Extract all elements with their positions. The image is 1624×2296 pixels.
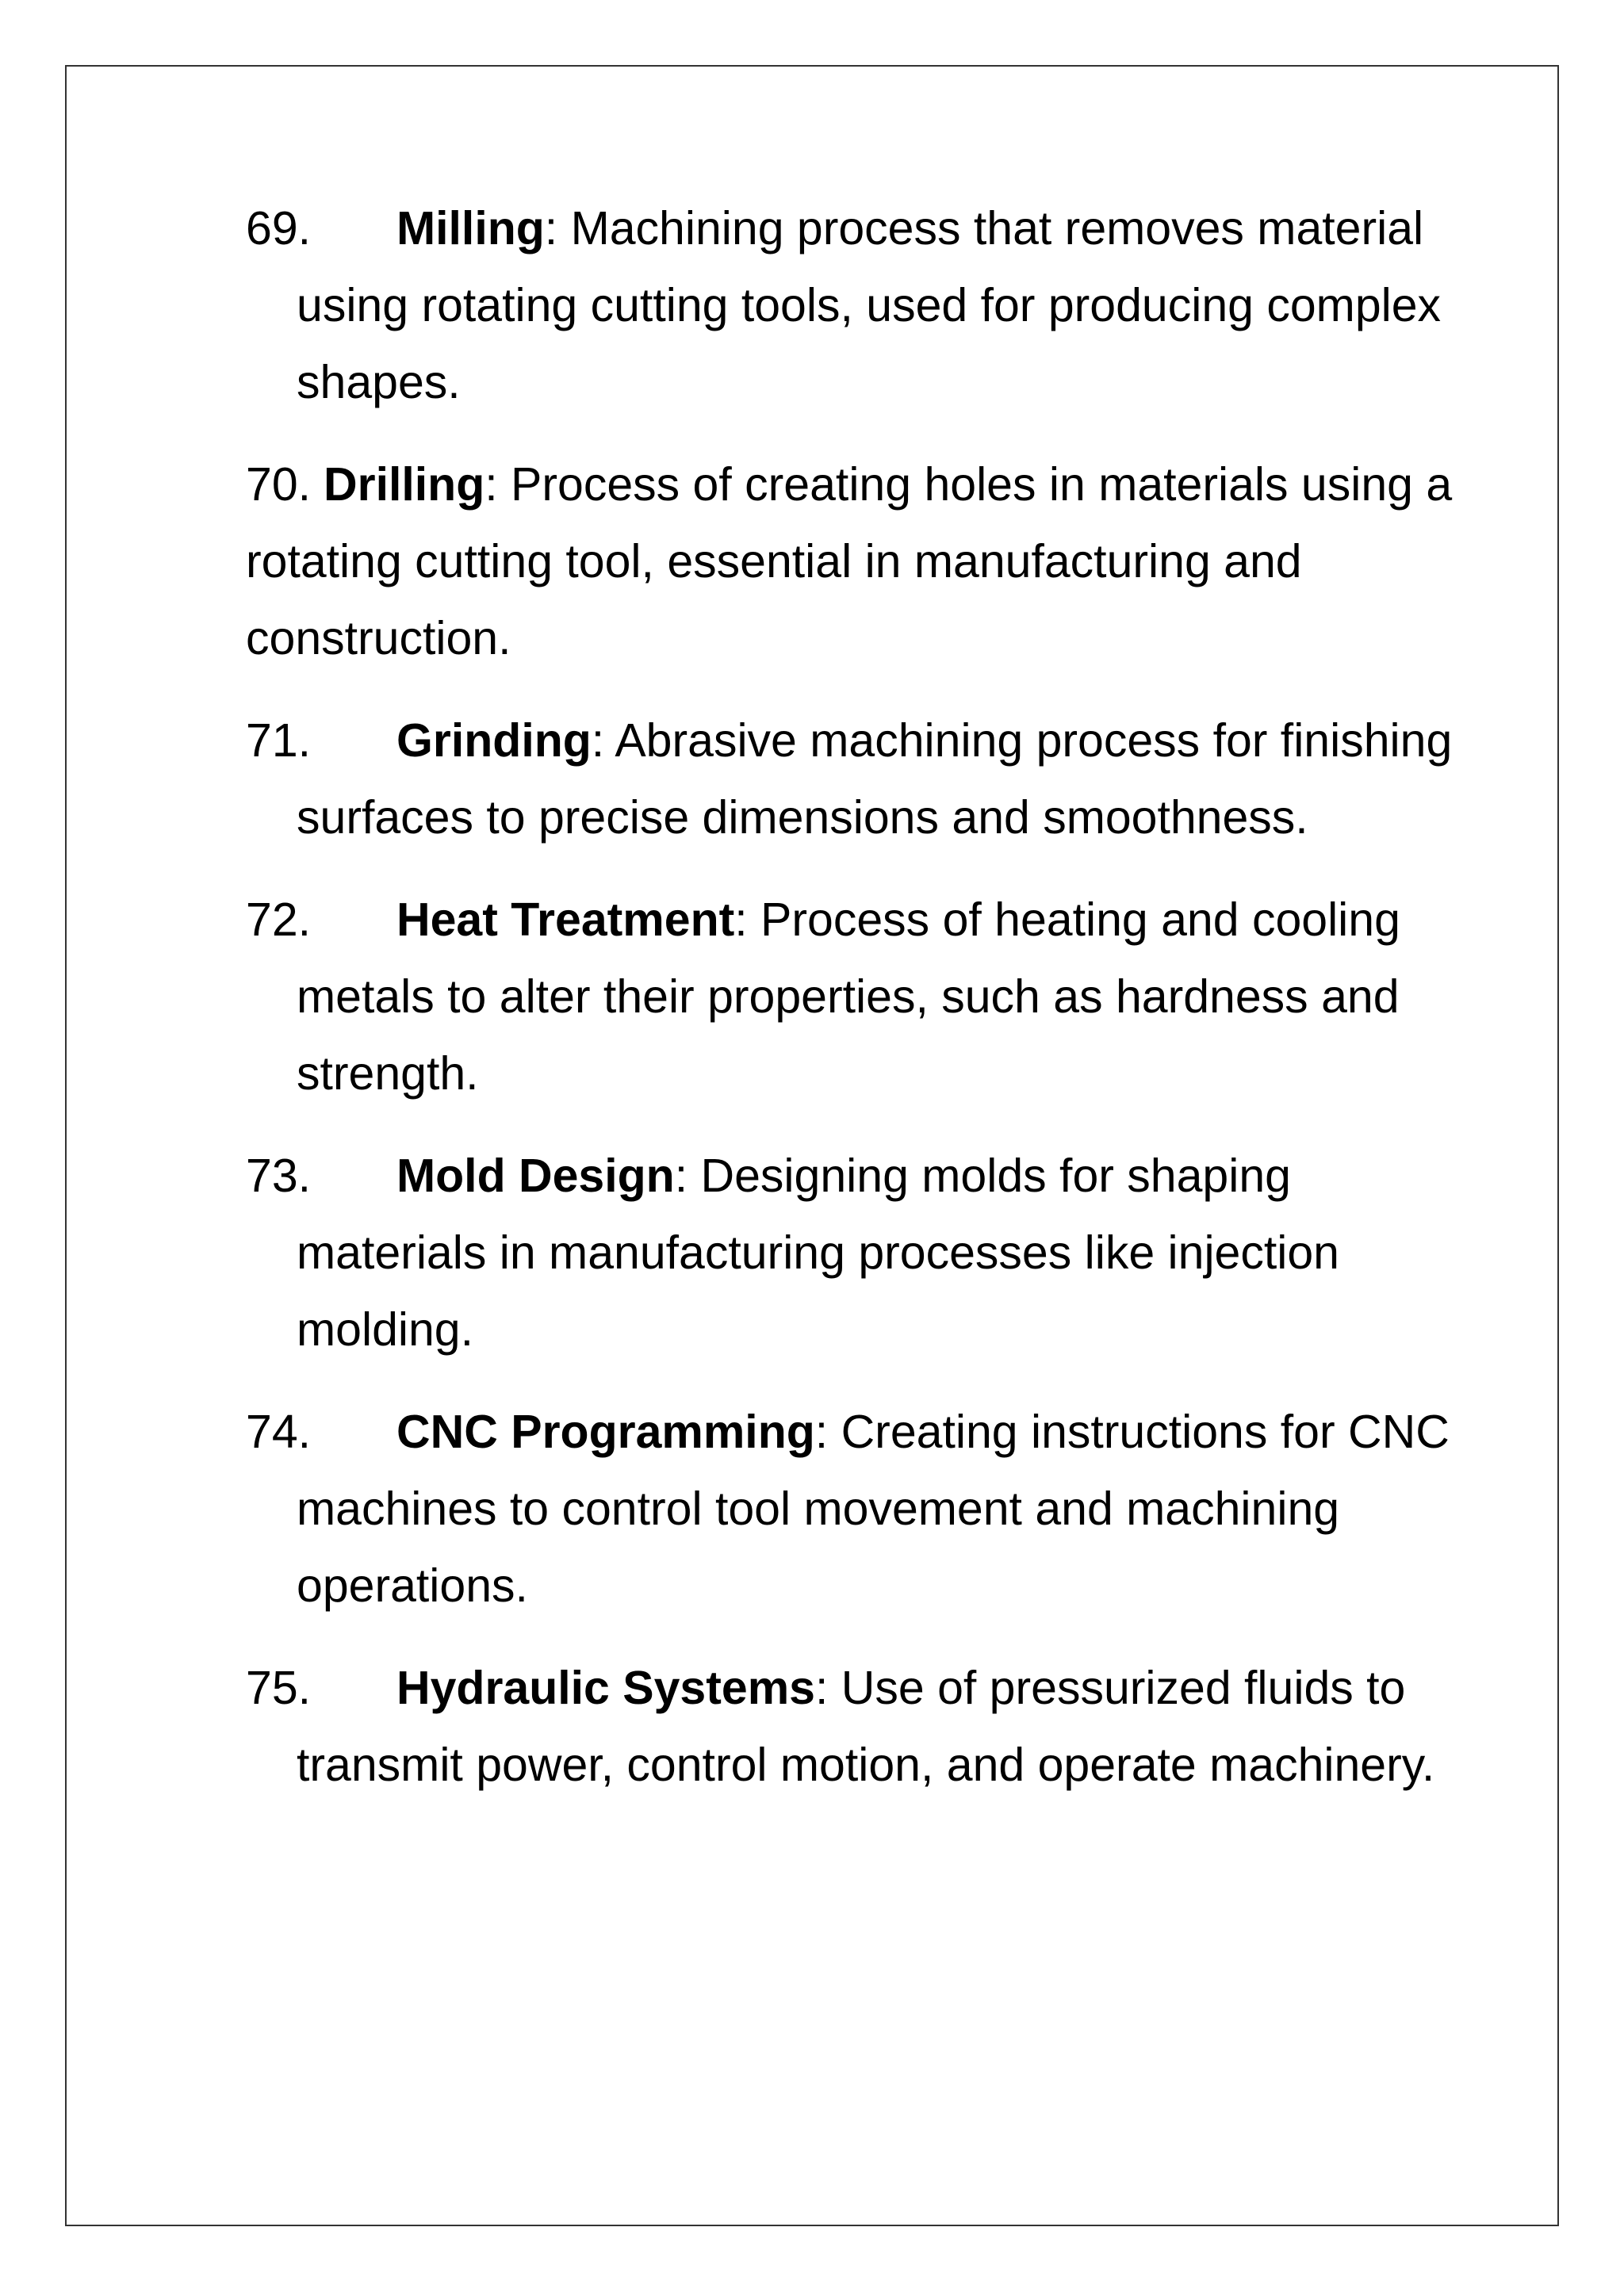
entry-definition: : Process of creating holes in materials using a rotating cutting tool, essential in manufacturing and construction. bbox=[246, 458, 1453, 664]
entry-definition: : Machining process that removes material using rotating cutting tools, used for producing complex shapes. bbox=[297, 202, 1442, 408]
entry-term: Heat Treatment bbox=[396, 894, 735, 946]
entry-number: 72. bbox=[246, 894, 312, 946]
entry-definition: : Abrasive machining process for finishing surfaces to precise dimensions and smoothness. bbox=[297, 714, 1453, 844]
entry-number: 75. bbox=[246, 1662, 312, 1714]
entry-term: Hydraulic Systems bbox=[396, 1662, 815, 1714]
glossary-entry-milling bbox=[246, 190, 1483, 421]
glossary-entry-cnc-programming bbox=[246, 1394, 1483, 1624]
entry-number: 69. bbox=[246, 202, 312, 254]
entry-definition: : Designing molds for shaping materials in manufacturing processes like injection molding. bbox=[297, 1150, 1339, 1356]
entry-number: 74. bbox=[246, 1406, 312, 1458]
entry-definition: : Creating instructions for CNC machines to control tool movement and machining operations. bbox=[297, 1406, 1450, 1612]
entry-definition: : Use of pressurized fluids to transmit power, control motion, and operate machinery. bbox=[297, 1662, 1435, 1791]
entry-term: Milling bbox=[396, 202, 545, 254]
glossary-entry-drilling bbox=[246, 446, 1483, 677]
entry-number: 73. bbox=[246, 1150, 312, 1202]
entry-number: 70. bbox=[246, 458, 312, 511]
entry-term: CNC Programming bbox=[396, 1406, 815, 1458]
entry-term: Grinding bbox=[396, 714, 592, 767]
entry-term: Drilling bbox=[324, 458, 485, 511]
glossary-list bbox=[246, 190, 1483, 1829]
glossary-entry-hydraulic-systems bbox=[246, 1650, 1483, 1804]
entry-definition: : Process of heating and cooling metals to alter their properties, such as hardness and strength. bbox=[297, 894, 1400, 1100]
glossary-entry-heat-treatment bbox=[246, 882, 1483, 1112]
entry-term: Mold Design bbox=[396, 1150, 675, 1202]
glossary-entry-mold-design bbox=[246, 1138, 1483, 1368]
entry-number: 71. bbox=[246, 714, 312, 767]
glossary-entry-grinding bbox=[246, 702, 1483, 856]
